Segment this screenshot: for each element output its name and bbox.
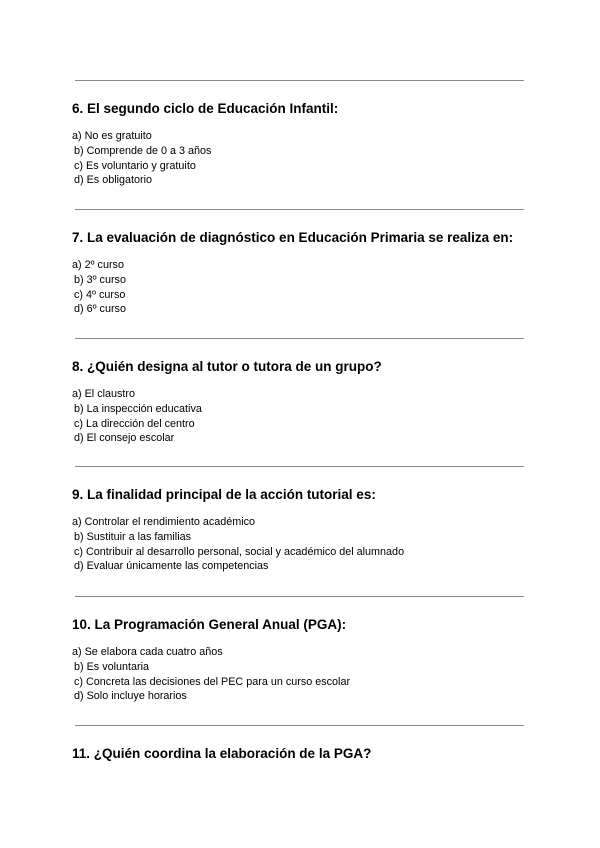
divider <box>75 338 524 339</box>
question-10 <box>72 617 542 704</box>
question-title: 11. ¿Quién coordina la elaboración de la PGA? <box>72 746 372 761</box>
answer-options <box>72 515 542 574</box>
divider <box>75 80 524 81</box>
option-d: d) 6º curso <box>74 303 126 316</box>
option-c: c) Concreta las decisiones del PEC para un curso escolar <box>74 675 351 688</box>
option-b: b) Comprende de 0 a 3 años <box>74 144 212 157</box>
answer-options <box>72 387 542 446</box>
option-a: a) El claustro <box>72 388 136 400</box>
option-b: b) Sustituir a las familias <box>74 530 192 543</box>
divider <box>75 725 524 726</box>
option-c: c) La dirección del centro <box>74 417 195 430</box>
option-c: c) Contribuir al desarrollo personal, social y académico del alumnado <box>74 545 405 558</box>
option-b: b) 3º curso <box>74 273 126 286</box>
divider <box>75 209 524 210</box>
question-title: 7. La evaluación de diagnóstico en Educación Primaria se realiza en: <box>72 230 514 245</box>
option-a: a) 2º curso <box>72 259 124 271</box>
option-d: d) El consejo escolar <box>74 432 175 445</box>
option-d: d) Es obligatorio <box>74 174 153 187</box>
question-title: 8. ¿Quién designa al tutor o tutora de un grupo? <box>72 359 382 374</box>
question-title: 9. La finalidad principal de la acción tutorial es: <box>72 487 376 502</box>
option-c: c) Es voluntario y gratuito <box>74 159 196 172</box>
option-b: b) La inspección educativa <box>74 402 202 415</box>
option-b: b) Es voluntaria <box>74 660 150 673</box>
question-9 <box>72 487 542 574</box>
question-title: 6. El segundo ciclo de Educación Infantil: <box>72 101 339 116</box>
answer-options <box>72 258 542 317</box>
question-8 <box>72 359 542 446</box>
option-a: a) Controlar el rendimiento académico <box>72 516 256 528</box>
answer-options <box>72 129 542 188</box>
divider <box>75 596 524 597</box>
option-d: d) Solo incluye horarios <box>74 690 187 703</box>
question-11 <box>72 746 542 762</box>
option-a: a) Se elabora cada cuatro años <box>72 646 223 658</box>
option-a: a) No es gratuito <box>72 130 152 142</box>
option-c: c) 4º curso <box>74 288 126 301</box>
divider <box>75 466 524 467</box>
question-6 <box>72 101 542 188</box>
option-d: d) Evaluar únicamente las competencias <box>74 560 269 573</box>
answer-options <box>72 645 542 704</box>
question-7 <box>72 230 542 317</box>
question-title: 10. La Programación General Anual (PGA): <box>72 617 347 632</box>
